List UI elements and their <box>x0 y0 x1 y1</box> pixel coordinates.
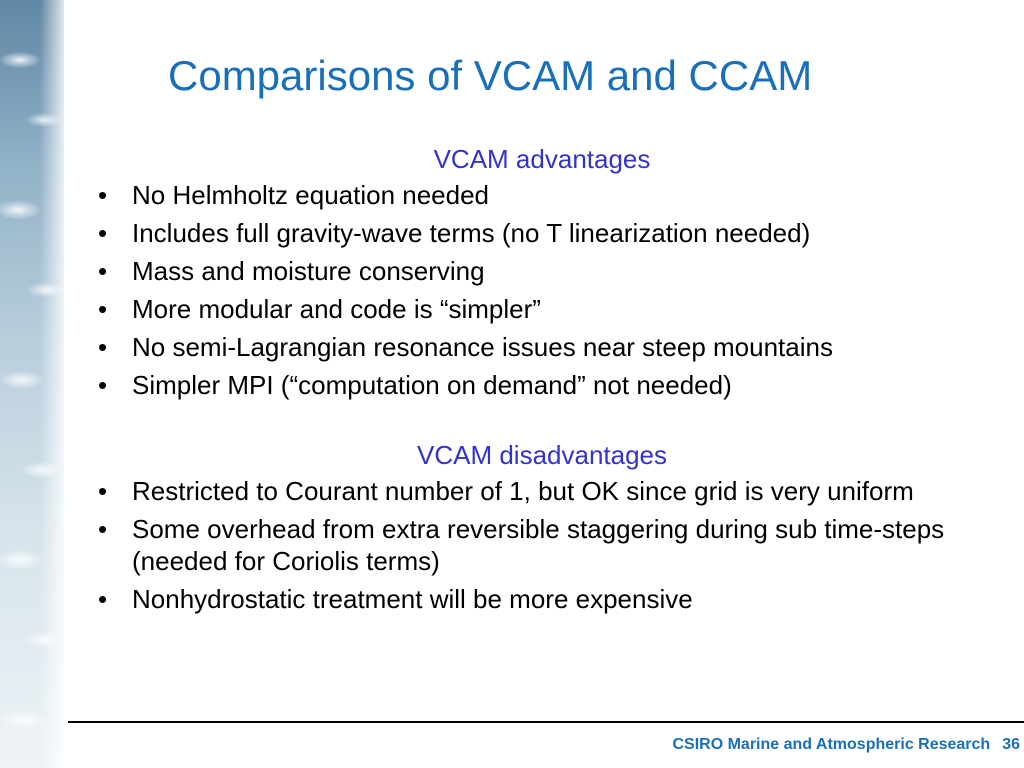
list-item <box>92 179 992 211</box>
bullet-icon: • <box>98 370 108 400</box>
bullet-icon: • <box>98 180 108 210</box>
sky-fade <box>40 0 70 768</box>
disadvantages-list <box>92 475 992 615</box>
list-item <box>92 217 992 249</box>
footer <box>672 736 1020 754</box>
list-item <box>92 293 992 325</box>
slide-title: Comparisons of VCAM and CCAM <box>168 52 813 99</box>
advantages-list <box>92 179 992 401</box>
advantage-text: No semi-Lagrangian resonance issues near steep mountains <box>132 332 833 362</box>
disadvantage-text: Restricted to Courant number of 1, but OK since grid is very uniform <box>132 476 914 506</box>
list-item <box>92 475 992 507</box>
advantages-heading: VCAM advantages <box>433 144 651 174</box>
bullet-icon: • <box>98 332 108 362</box>
list-item <box>92 331 992 363</box>
advantage-text: Simpler MPI (“computation on demand” not needed) <box>132 370 732 400</box>
bullet-icon: • <box>98 476 108 506</box>
list-item <box>92 369 992 401</box>
footer-divider <box>68 721 1024 723</box>
advantage-text: No Helmholtz equation needed <box>132 180 490 210</box>
list-item <box>92 513 992 577</box>
bullet-icon: • <box>98 294 108 324</box>
disadvantages-heading: VCAM disadvantages <box>416 440 668 470</box>
bullet-icon: • <box>98 584 108 614</box>
advantage-text: More modular and code is “simpler” <box>132 294 541 324</box>
list-item <box>92 255 992 287</box>
advantage-text: Mass and moisture conserving <box>132 256 485 286</box>
advantage-text: Includes full gravity-wave terms (no T linearization needed) <box>132 218 811 248</box>
slide-content <box>92 143 992 621</box>
footer-organization: CSIRO Marine and Atmospheric Research <box>672 736 991 753</box>
disadvantage-text: Some overhead from extra reversible staggering during sub time-steps (needed for Coriolis terms) <box>132 514 945 576</box>
bullet-icon: • <box>98 256 108 286</box>
list-item <box>92 583 992 615</box>
page-number: 36 <box>1002 736 1020 753</box>
bullet-icon: • <box>98 218 108 248</box>
disadvantage-text: Nonhydrostatic treatment will be more expensive <box>132 584 693 614</box>
bullet-icon: • <box>98 514 108 544</box>
